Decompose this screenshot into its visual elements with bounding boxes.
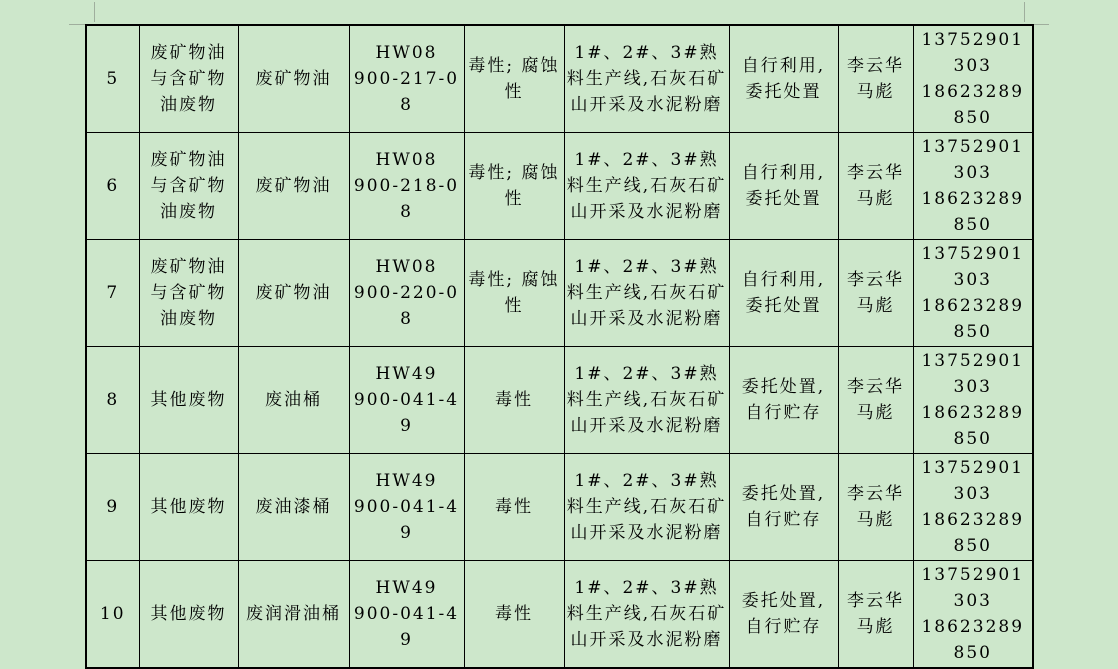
cell-disposal (729, 133, 838, 240)
phone-line: 13752901303 (921, 458, 1025, 504)
contact-line: 李云华 (847, 56, 904, 76)
contact-line: 李云华 (847, 591, 904, 611)
crop-mark-top-left-vertical (94, 2, 95, 22)
cell-row-number: 9 (86, 454, 139, 561)
cell-phone (913, 133, 1033, 240)
cell-row-number: 10 (86, 561, 139, 669)
cell-phone (913, 454, 1033, 561)
cell-waste-code (349, 133, 464, 240)
cell-hazard: 毒性 (464, 561, 564, 669)
cell-contact (838, 25, 913, 133)
phone-line: 18623289850 (921, 403, 1025, 449)
cell-category: 废矿物油与含矿物油废物 (139, 133, 238, 240)
code-line: 900-041-49 (353, 604, 460, 650)
cell-disposal (729, 454, 838, 561)
cell-source: 1#、2#、3#熟料生产线,石灰石矿山开采及水泥粉磨 (564, 25, 729, 133)
contact-line: 李云华 (847, 270, 904, 290)
contact-line: 李云华 (847, 163, 904, 183)
code-line: 900-041-49 (353, 390, 460, 436)
cell-waste-name: 废矿物油 (238, 240, 349, 347)
code-line: HW08 (375, 257, 438, 277)
contact-line: 马彪 (856, 617, 895, 637)
cell-hazard: 毒性; 腐蚀性 (464, 25, 564, 133)
code-line: 900-217-08 (353, 69, 460, 115)
cell-hazard: 毒性 (464, 347, 564, 454)
code-line: 900-041-49 (353, 497, 460, 543)
cell-category: 其他废物 (139, 347, 238, 454)
cell-contact (838, 133, 913, 240)
cell-waste-name: 废油桶 (238, 347, 349, 454)
phone-line: 18623289850 (921, 617, 1025, 663)
cell-contact (838, 240, 913, 347)
cell-row-number: 8 (86, 347, 139, 454)
cell-disposal (729, 347, 838, 454)
contact-line: 马彪 (856, 82, 895, 102)
cell-source: 1#、2#、3#熟料生产线,石灰石矿山开采及水泥粉磨 (564, 133, 729, 240)
code-line: 900-218-08 (353, 176, 460, 222)
disposal-line: 自行利用, (741, 270, 826, 290)
cell-waste-code (349, 25, 464, 133)
cell-hazard: 毒性 (464, 454, 564, 561)
crop-mark-top-right-vertical (1024, 2, 1025, 22)
cell-waste-code (349, 347, 464, 454)
cell-disposal (729, 25, 838, 133)
cell-waste-name: 废矿物油 (238, 133, 349, 240)
disposal-line: 自行贮存 (745, 510, 822, 530)
crop-mark-top-right-horizontal (1033, 24, 1049, 25)
disposal-line: 委托处置, (741, 591, 826, 611)
contact-line: 马彪 (856, 403, 895, 423)
cell-waste-code (349, 561, 464, 669)
disposal-line: 委托处置 (745, 82, 822, 102)
phone-line: 13752901303 (921, 244, 1025, 290)
phone-line: 13752901303 (921, 30, 1025, 76)
cell-waste-name: 废油漆桶 (238, 454, 349, 561)
cell-source: 1#、2#、3#熟料生产线,石灰石矿山开采及水泥粉磨 (564, 347, 729, 454)
cell-source: 1#、2#、3#熟料生产线,石灰石矿山开采及水泥粉磨 (564, 561, 729, 669)
contact-line: 李云华 (847, 484, 904, 504)
cell-waste-name: 废矿物油 (238, 25, 349, 133)
cell-row-number: 5 (86, 25, 139, 133)
cell-phone (913, 240, 1033, 347)
table-row (86, 561, 1033, 669)
cell-hazard: 毒性; 腐蚀性 (464, 240, 564, 347)
code-line: HW49 (375, 471, 438, 491)
cell-category: 废矿物油与含矿物油废物 (139, 25, 238, 133)
cell-contact (838, 347, 913, 454)
cell-category: 其他废物 (139, 454, 238, 561)
cell-contact (838, 561, 913, 669)
code-line: HW49 (375, 364, 438, 384)
cell-row-number: 6 (86, 133, 139, 240)
cell-category: 废矿物油与含矿物油废物 (139, 240, 238, 347)
table-row (86, 240, 1033, 347)
disposal-line: 委托处置, (741, 484, 826, 504)
contact-line: 李云华 (847, 377, 904, 397)
phone-line: 18623289850 (921, 82, 1025, 128)
disposal-line: 自行贮存 (745, 617, 822, 637)
hazardous-waste-table (85, 24, 1034, 669)
table-row (86, 25, 1033, 133)
code-line: 900-220-08 (353, 283, 460, 329)
code-line: HW49 (375, 578, 438, 598)
cell-source: 1#、2#、3#熟料生产线,石灰石矿山开采及水泥粉磨 (564, 454, 729, 561)
phone-line: 13752901303 (921, 137, 1025, 183)
disposal-line: 自行利用, (741, 56, 826, 76)
cell-phone (913, 347, 1033, 454)
table-row (86, 133, 1033, 240)
cell-contact (838, 454, 913, 561)
disposal-line: 委托处置, (741, 377, 826, 397)
contact-line: 马彪 (856, 510, 895, 530)
cell-phone (913, 561, 1033, 669)
cell-disposal (729, 561, 838, 669)
cell-disposal (729, 240, 838, 347)
cell-hazard: 毒性; 腐蚀性 (464, 133, 564, 240)
cell-waste-name: 废润滑油桶 (238, 561, 349, 669)
cell-phone (913, 25, 1033, 133)
contact-line: 马彪 (856, 189, 895, 209)
disposal-line: 自行利用, (741, 163, 826, 183)
contact-line: 马彪 (856, 296, 895, 316)
disposal-line: 自行贮存 (745, 403, 822, 423)
cell-row-number: 7 (86, 240, 139, 347)
phone-line: 13752901303 (921, 565, 1025, 611)
cell-waste-code (349, 454, 464, 561)
phone-line: 18623289850 (921, 189, 1025, 235)
disposal-line: 委托处置 (745, 189, 822, 209)
code-line: HW08 (375, 43, 438, 63)
cell-source: 1#、2#、3#熟料生产线,石灰石矿山开采及水泥粉磨 (564, 240, 729, 347)
table-row (86, 347, 1033, 454)
phone-line: 13752901303 (921, 351, 1025, 397)
phone-line: 18623289850 (921, 296, 1025, 342)
phone-line: 18623289850 (921, 510, 1025, 556)
crop-mark-top-left-horizontal (69, 24, 85, 25)
disposal-line: 委托处置 (745, 296, 822, 316)
cell-category: 其他废物 (139, 561, 238, 669)
cell-waste-code (349, 240, 464, 347)
code-line: HW08 (375, 150, 438, 170)
table-row (86, 454, 1033, 561)
